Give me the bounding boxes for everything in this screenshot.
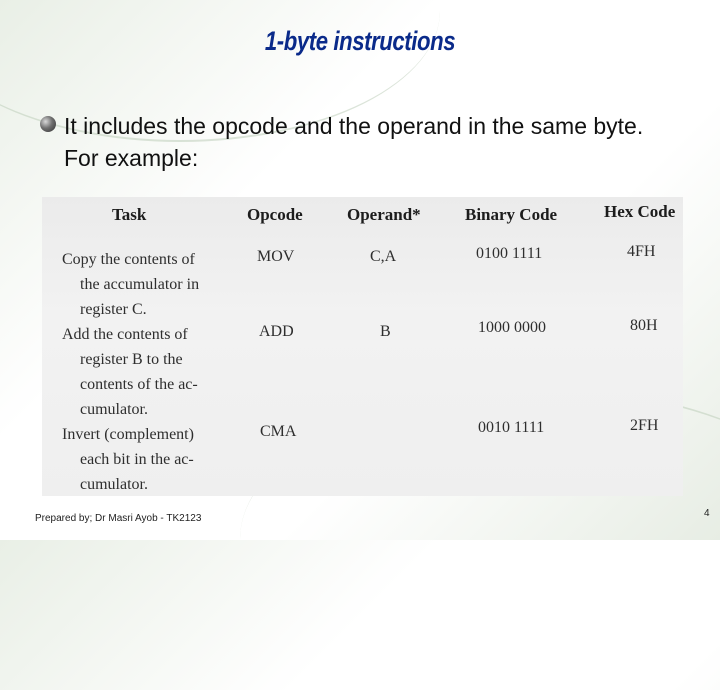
task-line: contents of the ac-	[80, 376, 198, 393]
table-row-1-hex: 4FH	[627, 243, 656, 260]
table-row-1-task	[62, 247, 232, 322]
task-line: each bit in the ac-	[80, 451, 194, 468]
table-row-1-operand: C,A	[370, 248, 397, 265]
bullet-text: It includes the opcode and the operand in the same byte. For example:	[64, 113, 644, 171]
table-row-2-hex: 80H	[630, 317, 658, 334]
table-row-3-opcode: CMA	[260, 423, 297, 440]
table-row-2-binary: 1000 0000	[478, 319, 546, 336]
bullet-item	[40, 110, 680, 174]
table-row-3-task	[62, 422, 232, 496]
task-line: the accumulator in	[80, 276, 200, 293]
header-binary-code: Binary Code	[465, 205, 558, 224]
table-row-1-opcode: MOV	[257, 248, 295, 265]
bullet-icon	[40, 116, 56, 132]
task-line: register C.	[80, 301, 147, 318]
instruction-table-image	[42, 197, 683, 496]
table-row-2-opcode: ADD	[259, 323, 294, 340]
header-opcode: Opcode	[247, 205, 303, 224]
task-line: Copy the contents of	[62, 251, 195, 268]
table-row-3-hex: 2FH	[630, 417, 659, 434]
slide-title: 1-byte instructions	[264, 26, 456, 56]
task-line: cumulator.	[80, 401, 148, 418]
header-operand: Operand*	[347, 205, 421, 224]
task-line: Add the contents of	[62, 326, 188, 343]
slide-number: 4	[704, 508, 710, 519]
task-line: Invert (complement)	[62, 426, 194, 443]
table-row-1-binary: 0100 1111	[476, 245, 543, 262]
table-row-2-operand: B	[380, 323, 391, 340]
table-row-3-binary: 0010 1111	[478, 419, 545, 436]
table-row-2-task	[62, 322, 232, 422]
task-line: register B to the	[80, 351, 183, 368]
task-line: cumulator.	[80, 476, 148, 493]
header-hex-code: Hex Code	[604, 202, 676, 221]
header-task: Task	[112, 205, 147, 224]
footer-author: Prepared by; Dr Masri Ayob - TK2123	[35, 513, 202, 524]
